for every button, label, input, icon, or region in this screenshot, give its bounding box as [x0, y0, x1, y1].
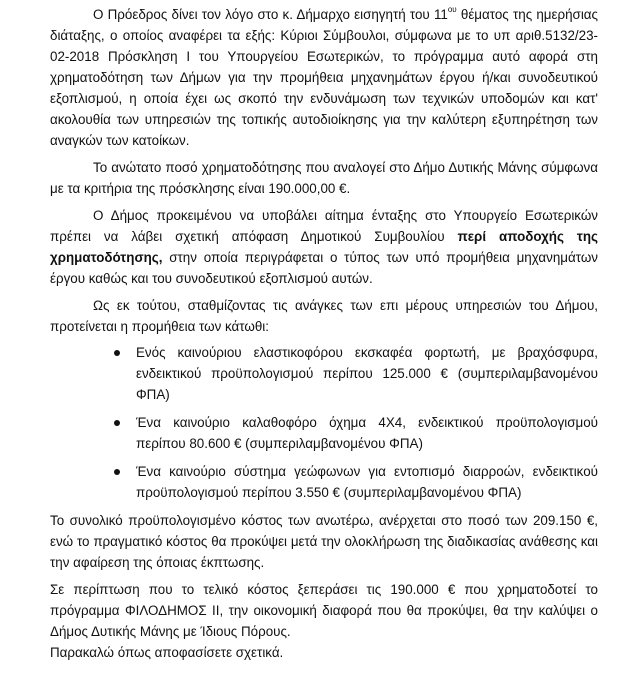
list-item: [136, 412, 598, 454]
list-item: [136, 342, 598, 405]
list-item-text: Ένα καινούριο σύστημα γεώφωνων για εντοπισμό διαρροών, ενδεικτικού προϋπολογισμού περίπου 3.550 € (συμπεριλαμβανομένου ΦΠΑ): [136, 464, 598, 500]
closing-paragraph: Παρακαλώ όπως αποφασίσετε σχετικά.: [50, 645, 284, 660]
bullet-icon: [114, 420, 120, 426]
overrun-paragraph: Σε περίπτωση που το τελικό κόστος ξεπεράσει τις 190.000 € που χρηματοδοτεί το πρόγραμμα ΦΙΛΟΔΗΜΟΣ ΙΙ, την οικονομική διαφορά που θα προκύψει, θα την καλύψει ο Δήμος Δυτικής Μάνης με Ίδιους Πόρους.: [50, 582, 598, 639]
intro-text-b: θέματος της ημερήσιας διάταξης, ο οποίος αναφέρει τα εξής: Κύριοι Σύμβουλοι, σύμφωνα με το υπ αριθ.5132/23-02-2018 Πρόσκληση Ι του Υπουργείου Εσωτερικών, το πρόγραμμα αυτό αφορά στη χρηματοδότηση των Δήμων για την προμήθεια μηχανημάτων έργου ή/και συνοδευτικού εξοπλισμού, η οποία έχει ως σκοπό την ενδυνάμωση των τεχνικών υποδομών και κατ' ακολουθία των υπηρεσιών της τοπικής αυτοδιοίκησης για την καλύτερη εξυπηρέτηση των αναγκών των κατοίκων.: [50, 7, 598, 148]
bullet-icon: [114, 350, 120, 356]
decision-bold-text: περί αποδοχής της χρηματοδότησης,: [50, 229, 598, 265]
equipment-list: [50, 342, 598, 503]
list-item-text: Ενός καινούριου ελαστικοφόρου εκσκαφέα φορτωτή, με βραχόσφυρα, ενδεικτικού προϋπολογισμού περίπου 125.000 € (συμπεριλαμβανομένου ΦΠΑ): [136, 345, 598, 402]
funding-amount-paragraph: Το ανώτατο ποσό χρηματοδότησης που αναλογεί στο Δήμο Δυτικής Μάνης σύμφωνα με τα κριτήρια της πρόσκλησης είναι 190.000,00 €.: [50, 160, 598, 196]
list-item: [136, 461, 598, 503]
proposal-paragraph: Ως εκ τούτου, σταθμίζοντας τις ανάγκες των επι μέρους υπηρεσιών του Δήμου, προτείνεται η προμήθεια των κάτωθι:: [50, 298, 598, 334]
total-cost-paragraph: Το συνολικό προϋπολογισμένο κόστος των ανωτέρω, ανέρχεται στο ποσό των 209.150 €, ενώ το πραγματικό κόστος θα προκύψει μετά την ολοκλήρωση της διαδικασίας ανάθεσης και την αφαίρεση της όποιας έκπτωσης.: [50, 513, 598, 570]
list-item-text: Ένα καινούριο καλαθοφόρο όχημα 4Χ4, ενδεικτικού προϋπολογισμού περίπου 80.600 € (συμπεριλαμβανομένου ΦΠΑ): [136, 415, 598, 451]
decision-text-b: στην οποία περιγράφεται ο τύπος των υπό προμήθεια μηχανημάτων έργου καθώς και του συνοδευτικού εξοπλισμού αυτών.: [50, 250, 598, 286]
intro-text-a: Ο Πρόεδρος δίνει τον λόγο στο κ. Δήμαρχο εισηγητή του 11: [93, 7, 448, 22]
decision-paragraph: [50, 205, 598, 289]
bullet-icon: [114, 469, 120, 475]
intro-paragraph: [50, 4, 598, 151]
ordinal-suffix: ου: [447, 5, 457, 14]
decision-text-a: Ο Δήμος προκειμένου να υποβάλει αίτημα ένταξης στο Υπουργείο Εσωτερικών πρέπει να λάβει σχετική απόφαση Δημοτικού Συμβουλίου: [50, 208, 598, 244]
